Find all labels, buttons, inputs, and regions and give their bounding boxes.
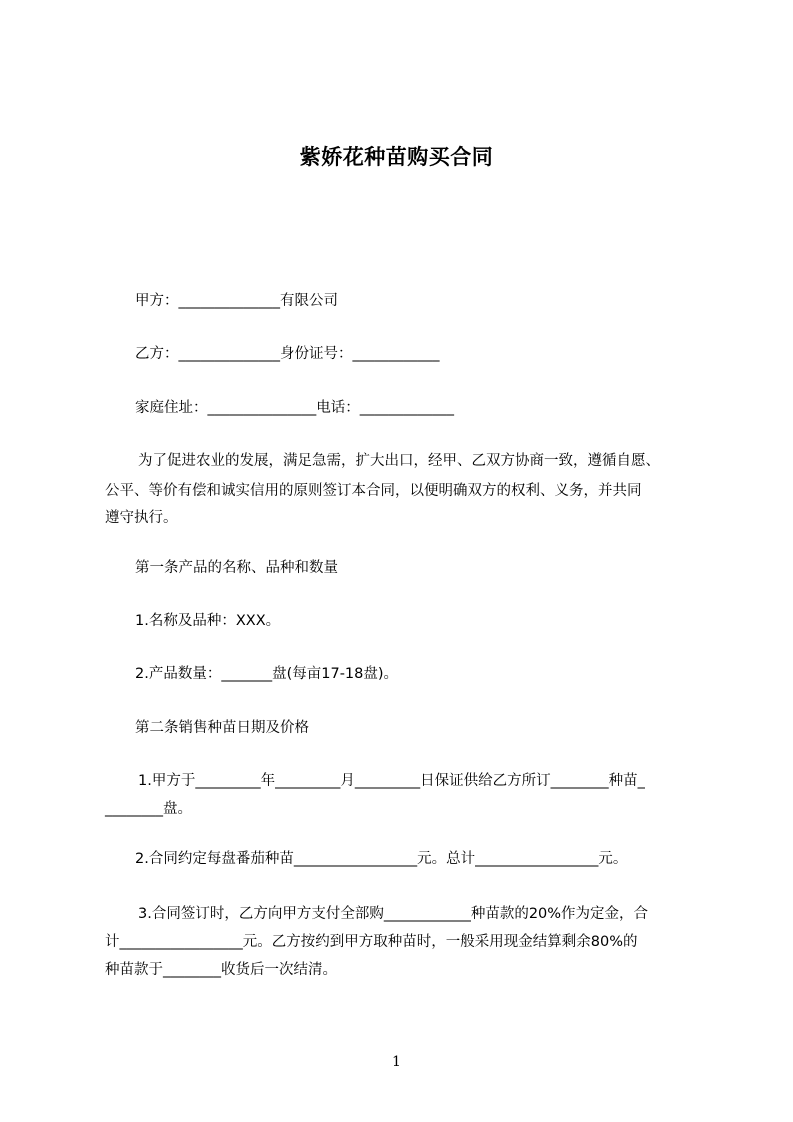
article-2-item-3-line-2: 计_________________元。乙方按约到甲方取种苗时，一般采用现金结算剩余80%的 <box>105 934 638 950</box>
page-number: 1 <box>392 1054 401 1070</box>
party-b-line: 乙方：______________身份证号：____________ <box>135 346 440 362</box>
preamble-line-1: 为了促进农业的发展，满足急需，扩大出口，经甲、乙双方协商一致，遵循自愿、 <box>138 453 660 469</box>
article-1-heading: 第一条产品的名称、品种和数量 <box>135 560 338 576</box>
address-line: 家庭住址：_______________电话：_____________ <box>135 400 454 416</box>
article-1-item-1: 1.名称及品种：XXX。 <box>135 613 281 629</box>
article-1-item-2: 2.产品数量：_______盘(每亩17-18盘)。 <box>135 666 399 682</box>
page-title: 紫娇花种苗购买合同 <box>299 145 494 169</box>
preamble-line-2: 公平、等价有偿和诚实信用的原则签订本合同，以便明确双方的权利、义务，并共同 <box>105 483 642 499</box>
article-2-item-2: 2.合同约定每盘番茄种苗_________________元。总计_________________元。 <box>135 851 628 867</box>
party-a-line: 甲方：______________有限公司 <box>135 293 338 309</box>
article-2-item-1-line-1: 1.甲方于_________年_________月_________日保证供给乙方所订________种苗_ <box>138 773 645 789</box>
article-2-heading: 第二条销售种苗日期及价格 <box>135 720 309 736</box>
article-2-item-3-line-3: 种苗款于________收货后一次结清。 <box>105 962 337 978</box>
article-2-item-1-line-2: ________盘。 <box>105 801 192 817</box>
article-2-item-3-line-1: 3.合同签订时，乙方向甲方支付全部购____________种苗款的20%作为定金，合 <box>138 906 649 922</box>
preamble-line-3: 遵守执行。 <box>105 510 178 526</box>
